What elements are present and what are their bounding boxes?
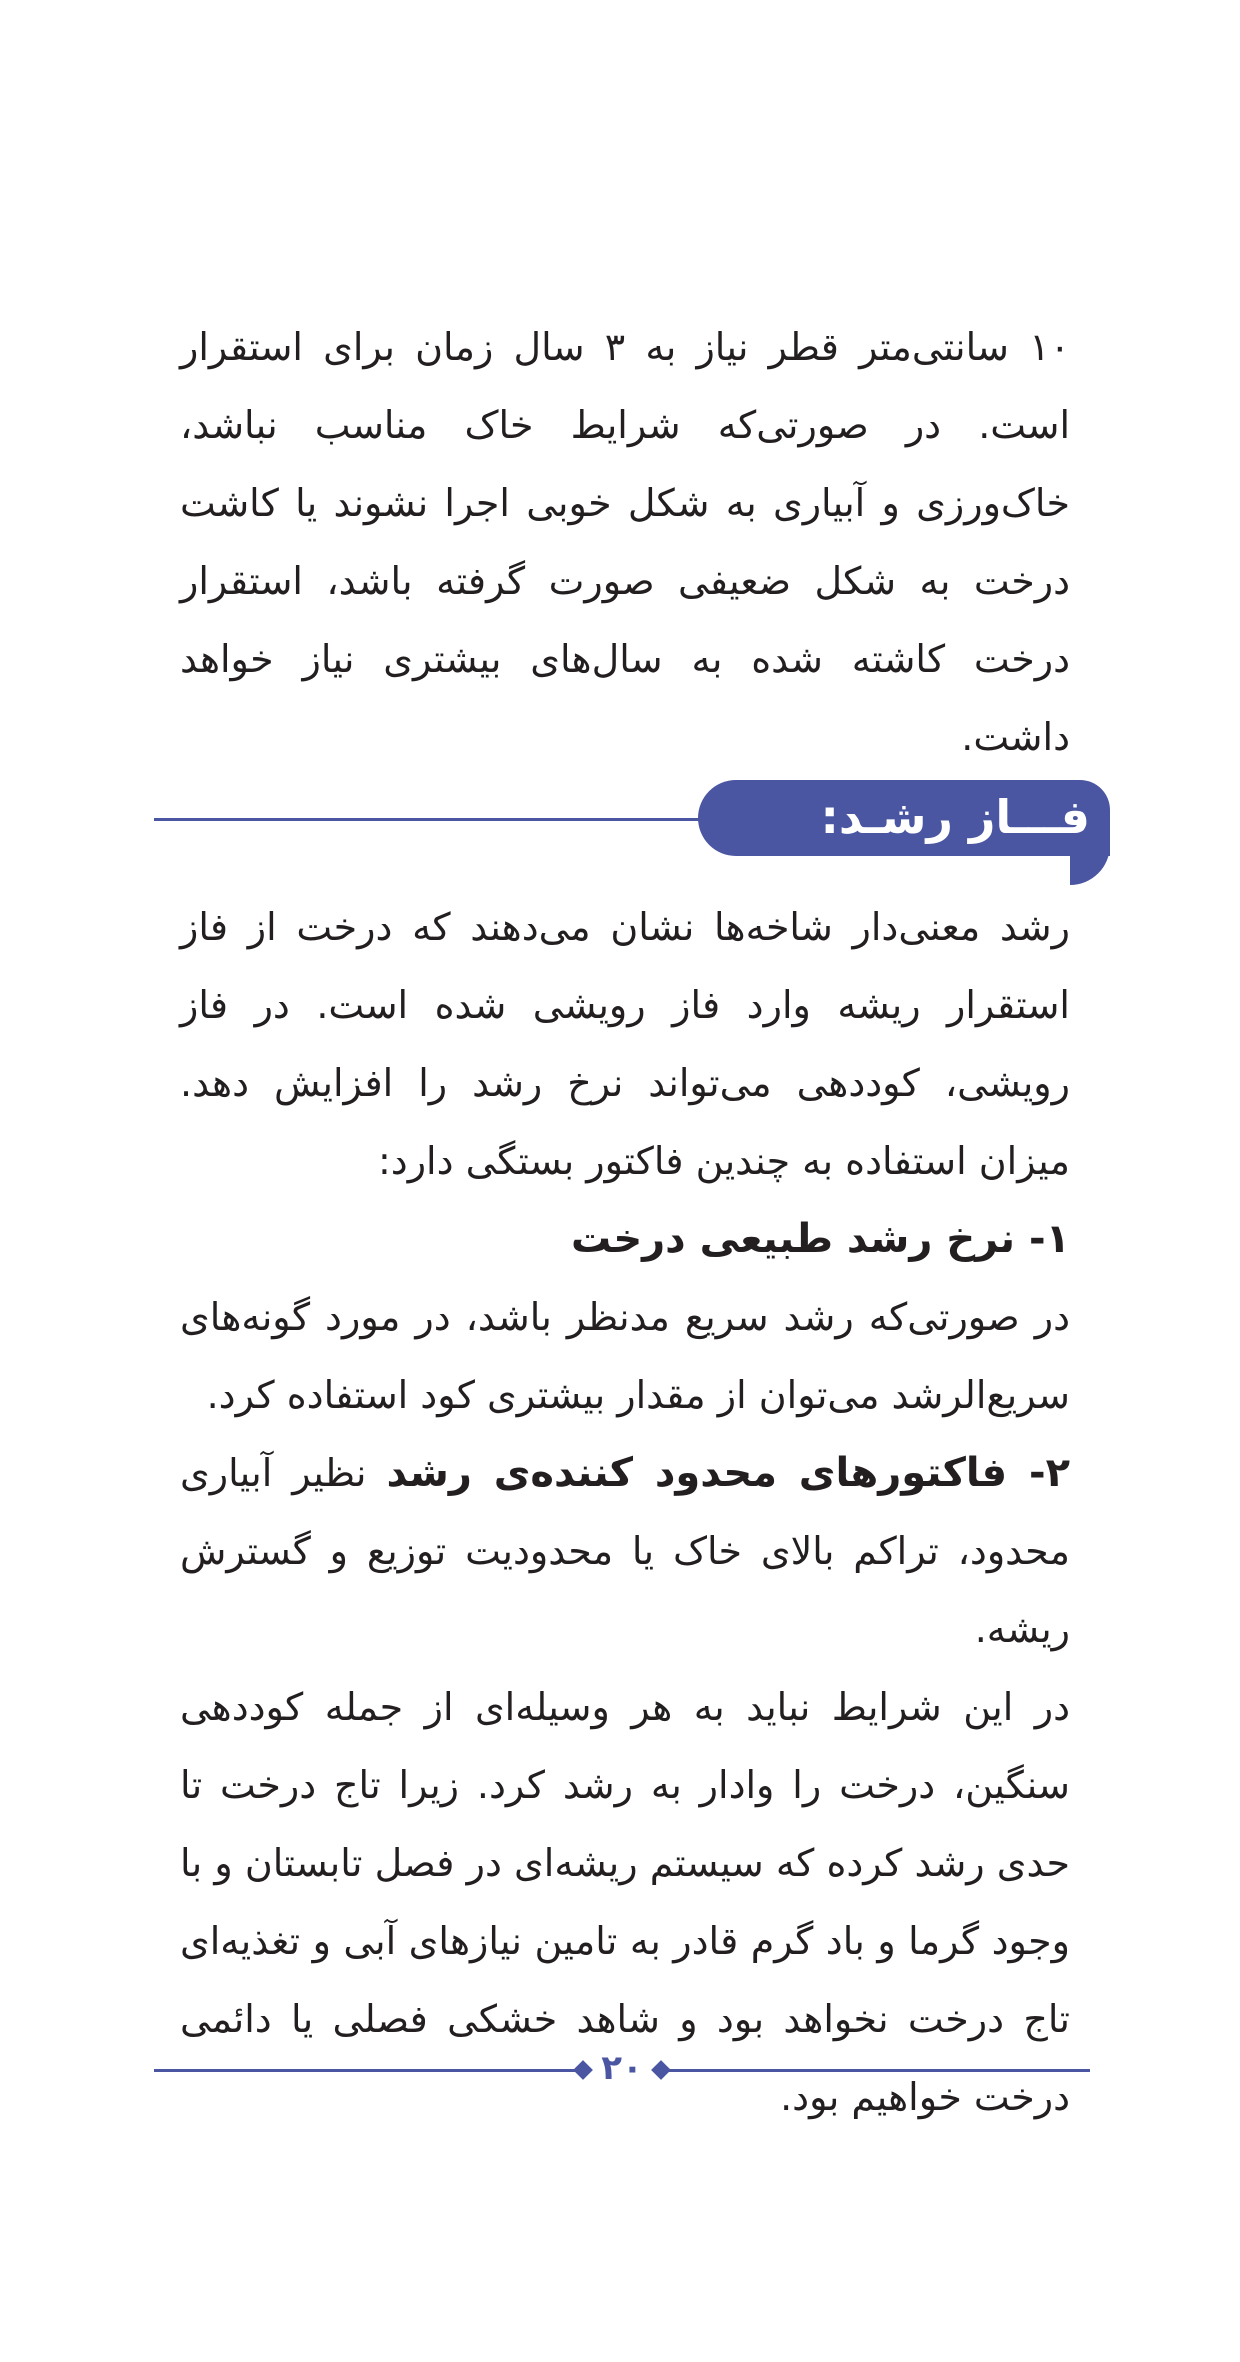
intro-paragraph: ۱۰ سانتی‌متر قطر نیاز به ۳ سال زمان برای استقرار است. در صورتی‌که شرایط خاک مناسب نباشد، خاک‌ورزی و آبیاری به شکل خوبی اجرا نشوند یا کاشت درخت به شکل ضعیفی صورت گرفته باشد، استقرار درخت کاشته شده به سال‌های بیشتری نیاز خواهد داشت. bbox=[180, 325, 1071, 759]
footer-rule-right bbox=[668, 2069, 1090, 2072]
item-1-heading: ۱- نرخ رشد طبیعی درخت bbox=[570, 1216, 1070, 1262]
diamond-icon bbox=[573, 2060, 593, 2080]
item-2-text: نظیر آبیاری محدود، تراکم بالای خاک یا محدودیت توزیع و گسترش ریشه. bbox=[180, 1451, 1070, 1651]
page-footer bbox=[154, 2050, 1090, 2090]
section-body bbox=[180, 888, 1070, 2136]
item-2-paragraph bbox=[180, 1434, 1070, 1668]
section-paragraph-1: رشد معنی‌دار شاخه‌ها نشان می‌دهند که درخت از فاز استقرار ریشه وارد فاز رویشی شده است. در فاز رویشی، کوددهی می‌تواند نرخ رشد را افزایش دهد. میزان استفاده به چندین فاکتور بستگی دارد: bbox=[180, 905, 1070, 1183]
page-number: ۲۰ bbox=[601, 2048, 643, 2088]
section-paragraph-2: در این شرایط نباید به هر وسیله‌ای از جمله کوددهی سنگین، درخت را وادار به رشد کرد. زیرا تاج درخت تا حدی رشد کرده که سیستم ریشه‌ای در فصل تابستان و با وجود گرما و باد گرم قادر به تامین نیازهای آبی و تغذیه‌ای تاج درخت نخواهد بود و شاهد خشکی فصلی یا دائمی درخت خواهیم بود. bbox=[180, 1685, 1070, 2119]
item-1-text: در صورتی‌که رشد سریع مدنظر باشد، در مورد گونه‌های سریع‌الرشد می‌توان از مقدار بیشتری کود استفاده کرد. bbox=[180, 1295, 1070, 1417]
intro-paragraph-block bbox=[180, 308, 1070, 776]
item-2-heading: ۲- فاکتورهای محدود کننده‌ی رشد bbox=[386, 1450, 1070, 1496]
section-header-tab bbox=[698, 780, 1110, 856]
footer-rule-left bbox=[154, 2069, 576, 2072]
section-header-rule bbox=[154, 818, 714, 821]
section-title: فـــاز رشـد: bbox=[820, 790, 1090, 844]
